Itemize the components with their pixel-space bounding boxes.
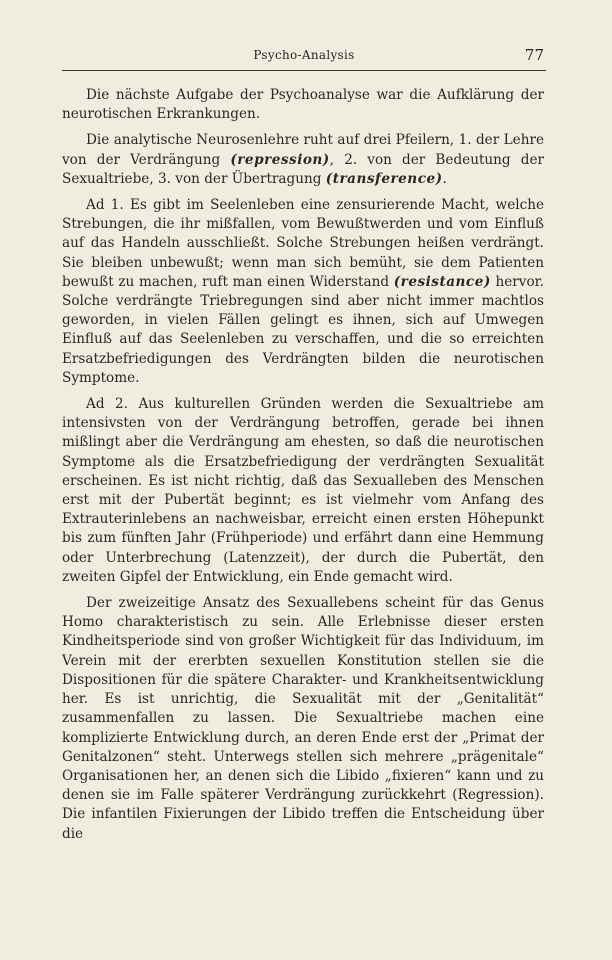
page-header (62, 46, 546, 68)
paragraph-2 (62, 131, 544, 189)
header-rule (62, 70, 546, 71)
running-title: Psycho-Analysis (253, 48, 355, 62)
term-repression: (repression) (230, 151, 330, 168)
page-number: 77 (524, 46, 544, 64)
paragraph-2-text-3: . (442, 170, 447, 187)
paragraph-2-text-2: , 2. von der Bedeutung der Sexualtriebe, 3. von der Übertragung (62, 151, 544, 187)
paragraph-2-text-1: Die analytische Neurosenlehre ruht auf drei Pfeilern, 1. der Lehre von der Verdrängung (62, 132, 544, 168)
paragraph-3-text-2: hervor. Solche verdrängte Triebregungen sind aber nicht immer machtlos geworden, in vielen Fällen gelingt es ihnen, sich auf Umwegen Einfluß auf das Seelenleben zu verschaffen, und die so erreichten Ersatzbefriedigungen des Verdrängten bilden die neurotischen Symptome. (62, 273, 544, 386)
term-resistance: (resistance) (393, 273, 491, 290)
term-transference: (transference) (325, 170, 443, 187)
paragraph-4: Ad 2. Aus kulturellen Gründen werden die Sexualtriebe am intensivsten von der Verdrängung betroffen, gerade bei ihnen mißlingt aber die Verdrängung am ehesten, so daß die neurotischen Symptome als die Ersatzbefriedigung der verdrängten Sexualität erscheinen. Es ist nicht richtig, daß das Sexualleben des Menschen erst mit der Pubertät beginnt; es ist vielmehr vom Anfang des Extrauterinlebens an nachweisbar, erreicht einen ersten Höhepunkt bis zum fünften Jahr (Frühperiode) und erfährt dann eine Hemmung oder Unterbrechung (Latenzzeit), der durch die Pubertät, den zweiten Gipfel der Entwicklung, ein Ende gemacht wird. (62, 396, 544, 585)
paragraph-3-text-1: Ad 1. Es gibt im Seelenleben eine zensurierende Macht, welche Strebungen, die ihr mißfallen, vom Bewußtwerden und vom Einfluß auf das Handeln ausschließt. Solche Strebungen heißen verdrängt. Sie bleiben unbewußt; wenn man sich bemüht, sie dem Patienten bewußt zu machen, ruft man einen Widerstand (62, 197, 544, 290)
paragraph-5: Der zweizeitige Ansatz des Sexuallebens scheint für das Genus Homo charakteristisch zu sein. Alle Erlebnisse dieser ersten Kindheitsperiode sind von großer Wichtigkeit für das Individuum, im Verein mit der ererbten sexuellen Konstitution stellen sie die Dispositionen für die spätere Charakter- und Krankheitsentwicklung her. Es ist unrichtig, die Sexualität mit der „Genitalität“ zusammenfallen zu lassen. Die Sexualtriebe machen eine komplizierte Entwicklung durch, an deren Ende erst der „Primat der Genitalzonen“ steht. Unterwegs stellen sich mehrere „prägenitale“ Organisationen her, an denen sich die Libido „fixieren“ kann und zu denen sie im Falle späterer Verdrängung zurückkehrt (Regression). Die infantilen Fixierungen der Libido treffen die Entscheidung über die (62, 595, 544, 842)
body-text (62, 86, 544, 851)
paragraph-1: Die nächste Aufgabe der Psychoanalyse war die Aufklärung der neurotischen Erkrankungen. (62, 87, 544, 123)
paragraph-3 (62, 196, 544, 388)
